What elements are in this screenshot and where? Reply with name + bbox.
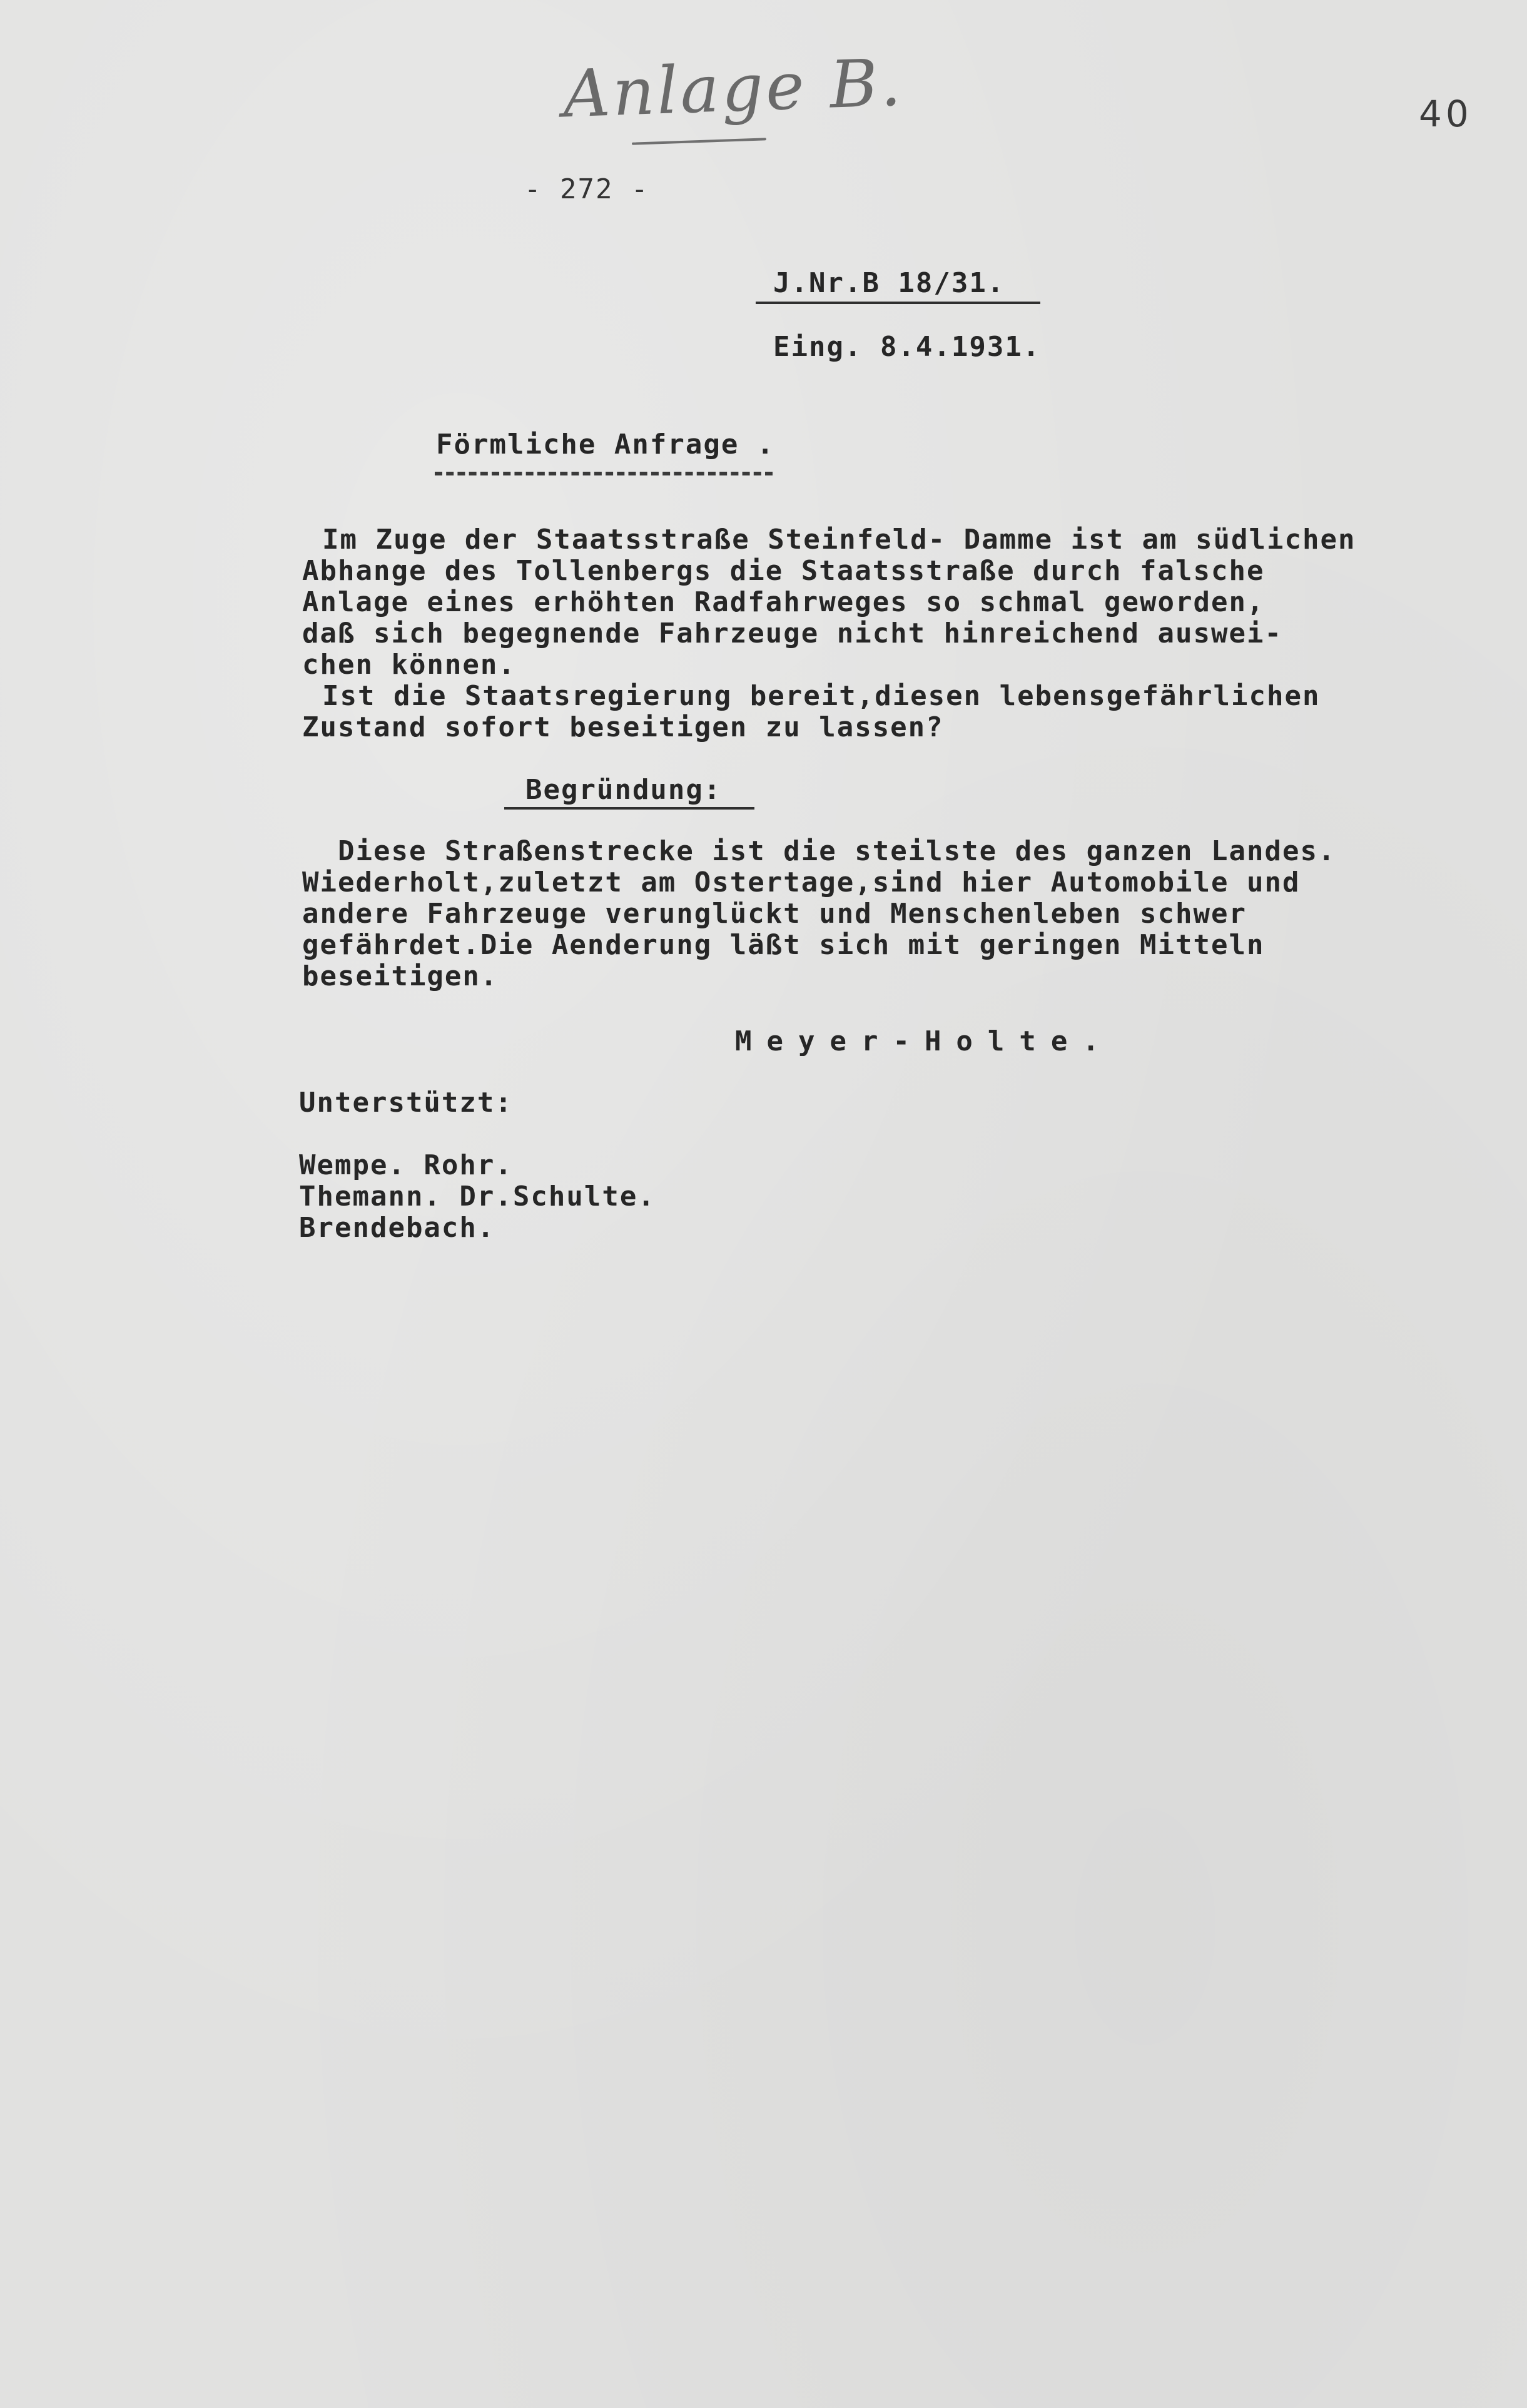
supporters-line: Themann. Dr.Schulte. [299,1181,656,1212]
handwritten-underline [632,138,766,145]
supporters-line: Brendebach. [299,1212,495,1244]
justification-heading-underline [504,807,754,810]
justification-line: Wiederholt,zuletzt am Ostertage,sind hier Automobile und [302,866,1301,898]
justification-line: andere Fahrzeuge verunglückt und Menschenleben schwer [302,898,1247,930]
document-title: Förmliche Anfrage . [436,429,775,460]
inquiry-line: daß sich begegnende Fahrzeuge nicht hinreichend auswei- [302,617,1282,649]
justification-line: Diese Straßenstrecke ist die steilste des ganzen Landes. [338,835,1336,867]
inquiry-line: Im Zuge der Staatsstraße Steinfeld- Damme ist am südlichen [322,524,1356,556]
inquiry-line: Ist die Staatsregierung bereit,diesen lebensgefährlichen [322,680,1321,712]
inquiry-line: chen können. [302,649,516,681]
justification-line: beseitigen. [302,960,499,992]
page-number: - 272 - [524,173,649,205]
justification-line: gefährdet.Die Aenderung läßt sich mit geringen Mitteln [302,929,1265,961]
journal-number-underline [756,302,1040,304]
signature: Meyer-Holte. [735,1025,1114,1057]
archive-page-number: 40 [1419,93,1473,135]
title-dashed-rule [435,472,773,475]
inquiry-line: Abhange des Tollenbergs die Staatsstraße durch falsche [302,555,1265,587]
handwritten-annotation: Anlage B. [562,44,905,133]
supported-label: Unterstützt: [299,1087,513,1119]
received-date: Eing. 8.4.1931. [773,331,1041,363]
justification-heading: Begründung: [525,774,722,806]
supporters-line: Wempe. Rohr. [299,1149,513,1181]
journal-number: J.Nr.B 18/31. [773,267,1005,299]
inquiry-line: Zustand sofort beseitigen zu lassen? [302,711,944,743]
inquiry-line: Anlage eines erhöhten Radfahrweges so schmal geworden, [302,586,1265,618]
